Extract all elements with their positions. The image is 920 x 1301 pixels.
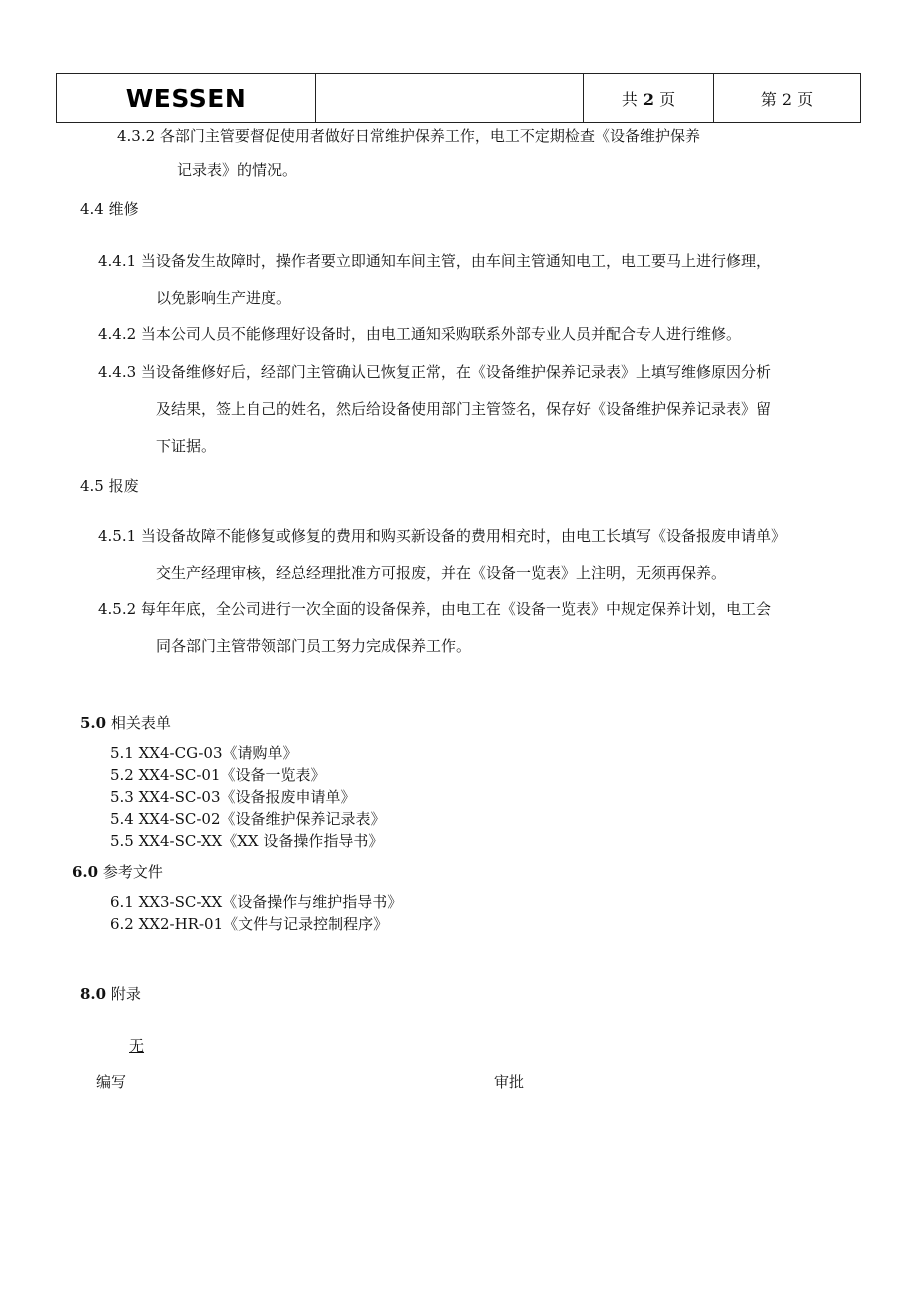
appendix-none-text: 无: [129, 1037, 145, 1055]
clause-4-4-3-line-3: 下证据。: [156, 437, 217, 455]
form-item-5-3: 5.3 XX4-SC-03《设备报废申请单》: [110, 788, 356, 806]
section-4-5-heading: 4.5 报废: [80, 477, 139, 495]
section-5-0-heading: [80, 713, 171, 733]
total-pages-suffix: 页: [659, 89, 676, 109]
clause-4-3-2-line-1: 4.3.2 各部门主管要督促使用者做好日常维护保养工作，电工不定期检查《设备维护保养: [117, 127, 700, 145]
section-8-0-heading: [80, 984, 141, 1004]
form-item-5-4: 5.4 XX4-SC-02《设备维护保养记录表》: [110, 810, 386, 828]
clause-4-5-2-line-1: 4.5.2 每年年底，全公司进行一次全面的设备保养，由电工在《设备一览表》中规定保养计划，电工会: [98, 600, 771, 618]
clause-4-5-1-line-2: 交生产经理审核，经总经理批准方可报废，并在《设备一览表》上注明，无须再保养。: [156, 564, 727, 582]
total-pages-cell: [584, 74, 714, 123]
approver-label: 审批: [494, 1073, 525, 1091]
section-6-0-title: 参考文件: [98, 863, 163, 881]
section-5-0-number: 5.0: [80, 714, 107, 732]
clause-4-4-1-line-2: 以免影响生产进度。: [156, 289, 292, 307]
total-pages-number: 2: [642, 89, 655, 109]
clause-4-4-2: 4.4.2 当本公司人员不能修理好设备时，由电工通知采购联系外部专业人员并配合专人进行维修。: [98, 325, 741, 343]
section-6-0-number: 6.0: [72, 863, 99, 881]
section-4-4-heading: 4.4 维修: [80, 200, 139, 218]
clause-4-3-2-line-2: 记录表》的情况。: [177, 161, 298, 179]
form-item-5-2: 5.2 XX4-SC-01《设备一览表》: [110, 766, 326, 784]
section-8-0-title: 附录: [106, 985, 141, 1003]
total-pages-prefix: 共: [621, 89, 638, 109]
document-header-table: [56, 73, 861, 123]
clause-4-5-1-line-1: 4.5.1 当设备故障不能修复或修复的费用和购买新设备的费用相充时，由电工长填写《设备报废申请单》: [98, 527, 786, 545]
section-5-0-title: 相关表单: [106, 714, 171, 732]
current-page-cell: 第 2 页: [714, 74, 861, 123]
document-title-cell: [316, 74, 584, 123]
clause-4-4-3-line-2: 及结果，签上自己的姓名，然后给设备使用部门主管签名，保存好《设备维护保养记录表》留: [156, 400, 772, 418]
reference-item-6-2: 6.2 XX2-HR-01《文件与记录控制程序》: [110, 915, 389, 933]
form-item-5-1: 5.1 XX4-CG-03《请购单》: [110, 744, 298, 762]
company-logo: WESSEN: [57, 74, 316, 123]
section-8-0-number: 8.0: [80, 985, 107, 1003]
clause-4-5-2-line-2: 同各部门主管带领部门员工努力完成保养工作。: [156, 637, 472, 655]
author-label: 编写: [96, 1073, 127, 1091]
reference-item-6-1: 6.1 XX3-SC-XX《设备操作与维护指导书》: [110, 893, 403, 911]
section-6-0-heading: [72, 862, 163, 882]
clause-4-4-3-line-1: 4.4.3 当设备维修好后，经部门主管确认已恢复正常，在《设备维护保养记录表》上填写维修原因分析: [98, 363, 771, 381]
form-item-5-5: 5.5 XX4-SC-XX《XX 设备操作指导书》: [110, 832, 384, 850]
clause-4-4-1-line-1: 4.4.1 当设备发生故障时，操作者要立即通知车间主管，由车间主管通知电工，电工要马上进行修理，: [98, 252, 771, 270]
